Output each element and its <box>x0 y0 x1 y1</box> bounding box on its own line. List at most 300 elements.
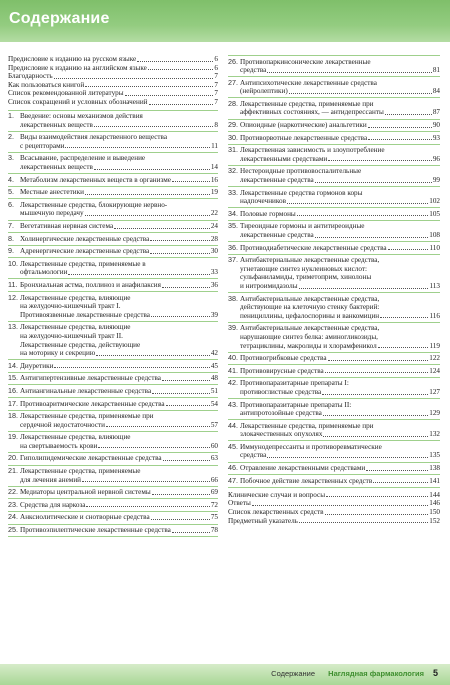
chapter-number: 40. <box>228 353 238 363</box>
chapter-page-number: 66 <box>210 475 218 484</box>
chapter-number: 11. <box>8 279 18 289</box>
chapter-title-last-line <box>20 281 218 290</box>
chapter-entry[interactable] <box>8 411 218 432</box>
toc-entry-label: Как пользоваться книгой <box>8 80 85 89</box>
chapter-title <box>20 467 218 484</box>
chapter-title-line: Антипсихотические лекарственные средства <box>240 78 377 87</box>
chapter-title <box>240 422 440 439</box>
dot-leader <box>323 415 428 416</box>
chapter-number: 26. <box>228 56 238 66</box>
chapter-number: 32. <box>228 166 238 176</box>
chapter-title-last-line <box>20 442 218 451</box>
chapter-title <box>20 412 218 429</box>
dot-leader <box>152 393 210 394</box>
chapter-entry[interactable] <box>8 279 218 292</box>
back-matter-list <box>228 491 440 525</box>
chapter-entry[interactable] <box>8 373 218 386</box>
chapter-entry[interactable] <box>8 258 218 279</box>
chapter-entry[interactable] <box>8 512 218 525</box>
chapter-page-number: 30 <box>210 247 218 256</box>
dot-leader <box>150 253 210 254</box>
back-matter-entry[interactable] <box>228 517 440 526</box>
chapter-title-last-line <box>20 362 218 371</box>
chapter-number: 30. <box>228 132 238 142</box>
page-title: Содержание <box>9 10 110 27</box>
chapter-title-line: Иммунодепрессанты и противоревматические <box>240 442 382 451</box>
chapter-title <box>240 401 440 418</box>
chapter-number: 22. <box>8 487 18 497</box>
dot-leader <box>172 181 210 182</box>
chapter-entry[interactable] <box>228 323 440 353</box>
chapter-number: 16. <box>8 385 18 395</box>
chapter-title-last-line <box>240 464 440 473</box>
chapter-number: 12. <box>8 292 18 302</box>
chapter-number: 37. <box>228 255 238 265</box>
chapter-title-line: действующие на клеточную стенку бактерий: <box>240 303 380 312</box>
chapter-title-last-line <box>240 210 440 219</box>
chapter-title-line: средства <box>240 451 267 460</box>
chapter-title-line: офтальмологии <box>20 268 68 277</box>
chapter-page-number: 69 <box>210 488 218 497</box>
front-matter-entry[interactable] <box>8 89 218 98</box>
dot-leader <box>299 288 429 289</box>
front-matter-entry[interactable] <box>8 72 218 81</box>
toc-entry-label: Список рекомендованной литературы <box>8 89 124 98</box>
toc-entry-label: Список лекарственных средств <box>228 507 324 516</box>
chapter-title-line: Введение: основы механизмов действия <box>20 112 143 121</box>
chapter-entry[interactable] <box>8 292 218 322</box>
chapter-title-line: Местные анестетики <box>20 188 84 197</box>
toc-page-number: 7 <box>214 80 218 89</box>
chapter-title-line: Лекарственные средства, действующие <box>20 340 141 349</box>
chapter-page-number: 96 <box>432 154 440 163</box>
dot-leader <box>85 194 210 195</box>
chapter-title <box>240 464 440 473</box>
chapter-title-line: Холинергические лекарственные средства <box>20 234 150 243</box>
chapter-title <box>20 362 218 371</box>
chapter-number: 35. <box>228 221 238 231</box>
chapter-title <box>20 247 218 256</box>
chapter-entry[interactable] <box>228 187 440 208</box>
chapter-title <box>20 433 218 450</box>
chapter-title-line: и нитроимидазолы <box>240 281 298 290</box>
chapter-title-line: Всасывание, распределение и выведение <box>20 154 146 163</box>
chapter-entry[interactable] <box>228 420 440 441</box>
chapter-entry[interactable] <box>8 174 218 187</box>
chapter-title <box>240 324 440 350</box>
dot-leader <box>325 372 428 373</box>
dot-leader <box>68 274 209 275</box>
chapter-title-last-line <box>240 430 440 439</box>
chapter-page-number: 93 <box>432 133 440 142</box>
chapter-number: 38. <box>228 293 238 303</box>
chapter-page-number: 99 <box>432 176 440 185</box>
chapter-number: 2. <box>8 132 14 142</box>
chapter-title-line: Анксиолитические и снотворные средства <box>20 513 150 522</box>
chapter-title-last-line <box>20 268 218 277</box>
chapter-title-last-line <box>240 121 440 130</box>
dot-leader <box>106 426 210 427</box>
chapter-title-line: Антибактериальные лекарственные средства, <box>240 294 380 303</box>
chapter-number: 46. <box>228 463 238 473</box>
chapter-entry[interactable] <box>8 398 218 411</box>
dot-leader <box>289 93 432 94</box>
chapter-title-line: Антибактериальные лекарственные средства, <box>240 256 380 265</box>
chapter-entry[interactable] <box>8 132 218 153</box>
chapter-page-number: 33 <box>210 268 218 277</box>
dot-leader <box>94 126 214 127</box>
chapter-entry[interactable] <box>228 293 440 323</box>
chapter-page-number: 48 <box>210 374 218 383</box>
toc-entry-label: Список сокращений и условных обозначений <box>8 97 148 106</box>
dot-leader <box>85 86 213 87</box>
chapter-entry[interactable] <box>228 55 440 77</box>
dot-leader <box>65 147 210 148</box>
dot-leader <box>98 447 209 448</box>
chapter-title-line: Противоаритмические лекарственные средства <box>20 399 165 408</box>
chapter-title-last-line <box>20 374 218 383</box>
dot-leader <box>297 215 428 216</box>
chapter-title <box>20 222 218 231</box>
chapter-page-number: 113 <box>429 281 440 290</box>
chapter-page-number: 45 <box>210 361 218 370</box>
chapter-title-line: Антигипертензивные лекарственные средства <box>20 374 161 383</box>
chapter-title-last-line <box>240 134 440 143</box>
chapter-title <box>20 400 218 409</box>
chapter-title <box>240 367 440 376</box>
chapter-entry[interactable] <box>228 353 440 366</box>
chapter-title-last-line <box>240 231 440 240</box>
toc-right-column <box>228 55 440 525</box>
chapter-page-number: 119 <box>429 341 440 350</box>
chapter-title-line: тетрациклины, макролиды и хлорамфеникол <box>240 341 377 350</box>
chapter-title <box>20 188 218 197</box>
chapter-number: 29. <box>228 120 238 130</box>
chapter-title-line: на свертываемость крови <box>20 441 98 450</box>
chapter-number: 31. <box>228 145 238 155</box>
chapter-number: 43. <box>228 399 238 409</box>
chapter-number: 6. <box>8 199 14 209</box>
toc-page-number: 7 <box>214 72 218 81</box>
dot-leader <box>299 522 428 523</box>
dot-leader <box>96 355 210 356</box>
chapter-number: 9. <box>8 246 14 256</box>
toc-page-number: 144 <box>429 490 440 499</box>
chapter-page-number: 132 <box>429 430 440 439</box>
chapter-title-line: Лекарственные средства гормонов коры <box>240 188 363 197</box>
chapter-page-number: 54 <box>210 399 218 408</box>
chapter-entry[interactable] <box>228 208 440 221</box>
toc-page-number: 7 <box>214 97 218 106</box>
dot-leader <box>150 240 210 241</box>
chapter-title <box>20 235 218 244</box>
chapter-page-number: 124 <box>429 366 440 375</box>
dot-leader <box>325 514 429 515</box>
chapter-number: 1. <box>8 111 14 121</box>
chapter-page-number: 135 <box>429 451 440 460</box>
chapter-number: 8. <box>8 233 14 243</box>
chapter-title-last-line <box>20 421 218 430</box>
chapter-title-line: на желудочно-кишечный тракт I. <box>20 302 121 311</box>
chapter-title-line: Вегетативная нервная система <box>20 222 114 230</box>
back-matter-entry[interactable] <box>228 508 440 517</box>
chapter-title <box>240 222 440 239</box>
chapter-title <box>240 210 440 219</box>
chapter-title-last-line <box>240 342 440 351</box>
dot-leader <box>373 482 428 483</box>
chapter-number: 33. <box>228 187 238 197</box>
chapter-title-line: антипротозойные средства <box>240 409 322 418</box>
front-matter-entry[interactable] <box>8 98 218 107</box>
chapter-title-last-line <box>240 354 440 363</box>
toc-entry-label: Клинические случаи и вопросы <box>228 490 326 499</box>
chapter-page-number: 108 <box>429 231 440 239</box>
chapter-title <box>240 244 440 253</box>
chapter-title-last-line <box>240 409 440 418</box>
toc-entry-label: Благодарность <box>8 72 53 81</box>
chapter-title-last-line <box>20 235 218 244</box>
chapter-title-line: Лекарственные средства, блокирующие нервно- <box>20 200 168 209</box>
chapter-title-line: нарушающие синтез белка: аминогликозиды, <box>240 332 378 341</box>
chapter-page-number: 60 <box>210 441 218 450</box>
footer-section: Содержание <box>271 669 315 678</box>
chapter-number: 44. <box>228 420 238 430</box>
chapter-entry[interactable] <box>8 487 218 500</box>
chapter-title-line: (нейролептики) <box>240 87 288 96</box>
chapter-title-line: Лекарственные средства, применяемые в <box>20 259 146 268</box>
chapter-title-line: Противорвотные лекарственные средства <box>240 133 368 142</box>
chapter-page-number: 138 <box>429 464 440 473</box>
chapter-title <box>20 526 218 535</box>
dot-leader <box>328 160 432 161</box>
chapter-entry[interactable] <box>8 499 218 512</box>
chapter-title-line: Лекарственные средства, влияющие <box>20 433 131 442</box>
dot-leader <box>385 114 432 115</box>
chapter-title-line: лекарственные средства <box>240 176 314 185</box>
dot-leader <box>252 505 428 506</box>
chapter-entry[interactable] <box>228 475 440 488</box>
chapter-title-line: Противоязвенные лекарственные средства <box>20 310 150 319</box>
dot-leader <box>54 78 214 79</box>
chapter-number: 21. <box>8 466 18 476</box>
chapter-page-number: 75 <box>210 513 218 522</box>
chapter-title-last-line <box>240 282 440 291</box>
chapter-title <box>20 454 218 463</box>
chapter-title-last-line <box>20 176 218 185</box>
chapter-title-line: средства <box>240 66 267 75</box>
chapter-title-line: лекарственных веществ <box>20 163 93 172</box>
front-matter-entry[interactable] <box>8 81 218 90</box>
chapter-entry[interactable] <box>8 246 218 259</box>
chapter-title <box>240 79 440 96</box>
header-bar <box>0 0 450 42</box>
chapter-title <box>20 387 218 396</box>
chapter-title <box>240 354 440 363</box>
chapter-page-number: 141 <box>429 476 440 485</box>
chapter-number: 13. <box>8 322 18 332</box>
chapter-entry[interactable] <box>8 525 218 538</box>
chapter-entry[interactable] <box>228 120 440 133</box>
chapter-page-number: 116 <box>429 311 440 320</box>
chapter-page-number: 129 <box>429 409 440 418</box>
chapter-title-line: Противоэпилептические лекарственные средства <box>20 526 171 535</box>
chapter-entry[interactable] <box>8 153 218 174</box>
chapter-title-last-line <box>20 501 218 510</box>
chapter-title-line: для лечения анемий <box>20 475 82 484</box>
chapter-title-line: на желудочно-кишечный тракт II. <box>20 331 123 340</box>
chapter-page-number: 84 <box>432 87 440 96</box>
chapter-title-last-line <box>240 244 440 253</box>
chapter-entry[interactable] <box>8 199 218 220</box>
chapter-title-line: Противопаразитарные препараты II: <box>240 400 352 409</box>
chapter-list-right <box>228 55 440 488</box>
chapter-title-line: противоглистные средства <box>240 387 322 396</box>
chapter-title-line: Антиангинальные лекарственные средства <box>20 386 152 395</box>
chapter-entry[interactable] <box>8 233 218 246</box>
chapter-title-line: Адренергические лекарственные средства <box>20 247 150 256</box>
chapter-title <box>20 154 218 171</box>
toc-page-number: 150 <box>429 507 440 516</box>
chapter-number: 42. <box>228 378 238 388</box>
chapter-title-line: Противовирусные средства <box>240 366 324 375</box>
chapter-title-last-line <box>240 155 440 164</box>
back-matter-entry[interactable] <box>228 491 440 500</box>
dot-leader <box>368 127 432 128</box>
toc-entry-label: Предисловие к изданию на английском языке <box>8 63 147 72</box>
chapter-entry[interactable] <box>228 132 440 145</box>
chapter-entry[interactable] <box>8 360 218 373</box>
chapter-title-last-line <box>240 477 440 486</box>
chapter-title-line: Лекарственная зависимость и злоупотребление <box>240 146 385 155</box>
chapter-title-line: Антибактериальные лекарственные средства, <box>240 324 380 333</box>
dot-leader <box>366 470 428 471</box>
toc-entry-label: Предисловие к изданию на русском языке <box>8 55 137 63</box>
chapter-entry[interactable] <box>228 365 440 378</box>
front-matter-entry[interactable] <box>8 55 218 64</box>
chapter-number: 15. <box>8 373 18 383</box>
chapter-number: 7. <box>8 221 14 230</box>
chapter-number: 28. <box>228 98 238 108</box>
chapter-entry[interactable] <box>228 77 440 98</box>
chapter-title <box>240 146 440 163</box>
dot-leader <box>287 203 428 204</box>
dot-leader <box>148 69 214 70</box>
chapter-title-line: Отравление лекарственными средствами <box>240 464 366 473</box>
dot-leader <box>151 316 210 317</box>
chapter-page-number: 110 <box>429 243 440 252</box>
chapter-page-number: 22 <box>210 209 218 218</box>
chapter-title-line: Диуретики <box>20 361 54 370</box>
chapter-entry[interactable] <box>228 255 440 293</box>
toc-page-number: 6 <box>214 55 218 63</box>
toc-left-column <box>8 55 218 537</box>
chapter-title <box>240 379 440 396</box>
chapter-entry[interactable] <box>228 463 440 476</box>
back-matter-entry[interactable] <box>228 499 440 508</box>
chapter-title-line: Нестероидные противовоспалительные <box>240 167 362 176</box>
chapter-entry[interactable] <box>8 110 218 132</box>
chapter-title-line: пенициллины, цефалоспорины и ванкомицин <box>240 311 380 320</box>
chapter-title-line: Лекарственные средства, применяемые при <box>240 99 374 108</box>
chapter-title <box>20 513 218 522</box>
chapter-number: 34. <box>228 208 238 218</box>
chapter-entry[interactable] <box>8 187 218 200</box>
chapter-page-number: 8 <box>214 120 218 129</box>
chapter-number: 41. <box>228 365 238 375</box>
chapter-page-number: 39 <box>210 310 218 319</box>
chapter-number: 18. <box>8 411 18 421</box>
toc-entry-label: Предметный указатель <box>228 516 298 525</box>
dot-leader <box>151 519 210 520</box>
chapter-number: 24. <box>8 512 18 522</box>
chapter-entry[interactable] <box>228 98 440 119</box>
chapter-entry[interactable] <box>8 221 218 234</box>
dot-leader <box>267 72 431 73</box>
chapter-title <box>240 134 440 143</box>
chapter-entry[interactable] <box>228 242 440 255</box>
chapter-number: 17. <box>8 398 18 408</box>
dot-leader <box>267 457 428 458</box>
dot-leader <box>54 367 209 368</box>
chapter-title-line: Противопаразитарные препараты I: <box>240 379 349 388</box>
chapter-entry[interactable] <box>228 166 440 187</box>
chapter-entry[interactable] <box>228 441 440 462</box>
chapter-title-last-line <box>240 388 440 397</box>
chapter-title-line: Опиоидные (наркотические) анальгетики <box>240 121 367 130</box>
toc-entry-label: Ответы <box>228 499 251 508</box>
chapter-page-number: 72 <box>210 500 218 509</box>
dot-leader <box>368 139 432 140</box>
dot-leader <box>152 494 210 495</box>
chapter-entry[interactable] <box>8 453 218 466</box>
chapter-page-number: 78 <box>210 526 218 535</box>
chapter-entry[interactable] <box>228 221 440 242</box>
dot-leader <box>162 287 210 288</box>
chapter-title-line: Бронхиальная астма, поллиноз и анафилаксия <box>20 280 161 289</box>
chapter-entry[interactable] <box>228 145 440 166</box>
chapter-page-number: 127 <box>429 387 440 396</box>
chapter-title-last-line <box>20 247 218 256</box>
dot-leader <box>315 182 432 183</box>
chapter-title-line: на моторику и секрецию <box>20 349 96 358</box>
chapter-page-number: 11 <box>211 141 218 150</box>
dot-leader <box>172 532 210 533</box>
chapter-title <box>240 121 440 130</box>
chapter-number: 39. <box>228 323 238 333</box>
front-matter-entry[interactable] <box>8 64 218 73</box>
toc-page-number: 146 <box>429 499 440 508</box>
chapter-page-number: 19 <box>210 188 218 197</box>
chapter-title-line: Средства для наркоза <box>20 500 86 509</box>
chapter-page-number: 36 <box>210 280 218 289</box>
chapter-entry[interactable] <box>8 322 218 360</box>
chapter-number: 45. <box>228 441 238 451</box>
chapter-title-last-line <box>20 121 218 130</box>
chapter-title <box>240 167 440 184</box>
chapter-title-last-line <box>240 66 440 75</box>
chapter-entry[interactable] <box>8 432 218 453</box>
chapter-page-number: 24 <box>210 222 218 230</box>
chapter-title-line: Половые гормоны <box>240 209 296 218</box>
chapter-title-last-line <box>20 209 218 218</box>
chapter-entry[interactable] <box>228 399 440 420</box>
dot-leader <box>94 169 210 170</box>
chapter-entry[interactable] <box>228 378 440 399</box>
chapter-title-line: Гиполипидемические лекарственные средства <box>20 454 162 463</box>
chapter-entry[interactable] <box>8 466 218 487</box>
chapter-entry[interactable] <box>8 385 218 398</box>
chapter-title <box>240 256 440 290</box>
